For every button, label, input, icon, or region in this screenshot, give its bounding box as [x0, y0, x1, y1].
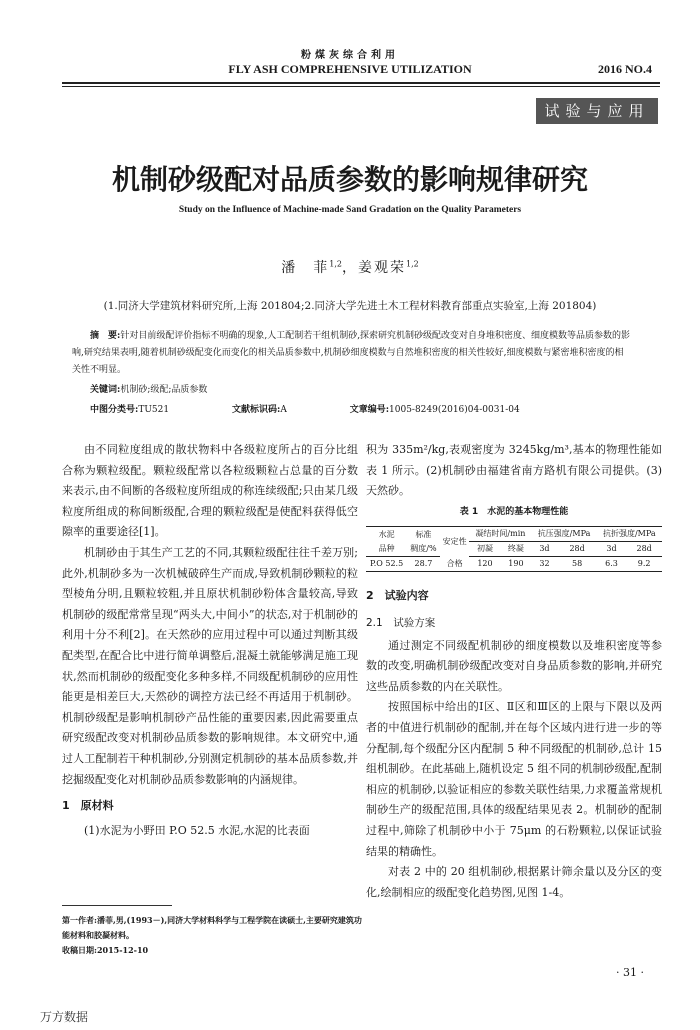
- th-cement: 水泥: [366, 527, 407, 542]
- issue-number: 2016 NO.4: [598, 62, 652, 76]
- section-heading-materials: 1 原材料: [62, 799, 114, 813]
- materials-paragraph-cont: 积为 335m²/kg,表观密度为 3245kg/m³,基本的物理性能如表 1 所示。(2)机制砂由福建省南方路机有限公司提供。(3)天然砂。: [366, 443, 662, 498]
- left-column: [62, 440, 358, 841]
- table-cell: 28.7: [407, 557, 440, 572]
- section-tag: 试验与应用: [536, 98, 658, 124]
- article-title-en: Study on the Influence of Machine-made Sand Gradation on the Quality Parameters: [178, 205, 522, 215]
- keywords-text: 机制砂;级配;品质参数: [120, 385, 208, 395]
- doc-value: A: [280, 405, 287, 415]
- th-compressive: 抗压强度/MPa: [531, 527, 596, 542]
- th-comp-28d: 28d: [558, 542, 597, 557]
- subsection-heading-plan: 2.1 试验方案: [366, 616, 436, 629]
- th-comp-3d: 3d: [531, 542, 557, 557]
- authors: [0, 257, 700, 277]
- table-row: [366, 557, 662, 572]
- journal-name-en: FLY ASH COMPREHENSIVE UTILIZATION: [228, 62, 472, 76]
- doc-label: 文献标识码:: [231, 405, 281, 415]
- article-value: 1005-8249(2016)04-0031-04: [389, 405, 520, 415]
- intro-paragraph-1: 由不同粒度组成的散状物料中各级粒度所占的百分比组合称为颗粒级配。颗粒级配常以各粒级颗粒占总量的百分数来表示,由不间断的各级粒度所组成的称连续级配;只由某几级粒度所组成的称间断级配,合理的颗粒级配是使配料获得低空隙率的重要途径[1]。: [62, 443, 358, 539]
- materials-paragraph: (1)水泥为小野田 P.O 52.5 水泥,水泥的比表面: [84, 823, 310, 837]
- th-flex-28d: 28d: [626, 542, 662, 557]
- author-separator: ，: [342, 260, 358, 276]
- author-2-affil: 1,2: [406, 259, 419, 269]
- affiliation: (1.同济大学建筑材料研究所,上海 201804;2.同济大学先进土木工程材料教育部重点实验室,上海 201804): [103, 300, 597, 312]
- keywords-label: 关键词:: [90, 385, 121, 395]
- table-cell: 32: [531, 557, 557, 572]
- plan-paragraph-3: 对表 2 中的 20 组机制砂,根据累计筛余量以及分区的变化,绘制相应的级配变化趋势图,见图 1-4。: [366, 865, 662, 899]
- th-setting-time: 凝结时间/min: [469, 527, 531, 542]
- clc-code: [90, 402, 199, 415]
- th-final-set: 终凝: [500, 542, 531, 557]
- author-1-affil: 1,2: [329, 259, 342, 269]
- table-cell: 190: [500, 557, 531, 572]
- page-number: · 31 ·: [616, 966, 644, 979]
- th-initial-set: 初凝: [469, 542, 500, 557]
- author-bio: 第一作者:潘菲,男,(1993－),同济大学材料科学与工程学院在读硕士,主要研究建筑功能材料和胶凝材料。: [62, 915, 362, 940]
- article-label: 文章编号:: [349, 405, 390, 415]
- th-consistency: 标准: [407, 527, 440, 542]
- table-cell: 9.2: [626, 557, 662, 572]
- th-cement-type: 品种: [366, 542, 407, 557]
- th-consistency-unit: 稠度/%: [407, 542, 440, 557]
- table-cell: 合格: [440, 557, 470, 572]
- plan-paragraph-1: 通过测定不同级配机制砂的细度模数以及堆积密度等参数的改变,明确机制砂级配改变对自身品质参数的影响,并研究这些品质参数的内在关联性。: [366, 638, 662, 693]
- author-2: 姜观荣: [358, 260, 406, 276]
- th-soundness: 安定性: [440, 527, 470, 557]
- article-title-cn: 机制砂级配对品质参数的影响规律研究: [111, 163, 588, 196]
- header-rule: [62, 82, 660, 84]
- author-1: 潘 菲: [281, 260, 330, 276]
- abstract-text: 针对目前级配评价指标不明确的现象,人工配制若干组机制砂,探索研究机制砂级配改变对自身堆积密度、细度模数等品质参数的影响,研究结果表明,随着机制砂级配变化而变化的相关品质参数中,机制砂细度模数与自然堆积密度的相关性较好,细度模数与紧密堆积密度的相关性不明显。: [72, 331, 631, 375]
- article-number: [350, 402, 550, 415]
- watermark: 万方数据: [40, 1010, 89, 1024]
- table-cell: P.O 52.5: [366, 557, 407, 572]
- table-caption: 表 1 水泥的基本物理性能: [459, 506, 569, 517]
- abstract-label: 摘 要:: [90, 331, 121, 341]
- footnote: [62, 913, 362, 958]
- abstract: [72, 328, 632, 379]
- table-cell: 120: [469, 557, 500, 572]
- journal-name-cn: 粉煤灰综合利用: [301, 50, 399, 61]
- plan-paragraph-2: 按照国标中给出的Ⅰ区、Ⅱ区和Ⅲ区的上限与下限以及两者的中值进行机制砂的配制,并在每个区域内进行进一步的等分配制,每个级配分区内配制 5 种不同级配的机制砂,总计 15 组机制砂。在此基础上,随机设定 5 组不同的机制砂级配,配制相应的机制砂,以验证相应的参数关联性结果,力求覆盖常规机制砂生产的级配范围,具体的级配结果见表 2。机制砂的配制过程中,筛除了机制砂中小于 75μm 的石粉颗粒,以保证试验结果的精确性。: [366, 700, 662, 858]
- clc-value: TU521: [138, 405, 170, 415]
- intro-paragraph-2: 机制砂由于其生产工艺的不同,其颗粒级配往往千差万别;此外,机制砂多为一次机械破碎生产而成,导致机制砂颗粒的粒型棱角分明,且颗粒较粗,并且原状机制砂粉体含量较高,导致机制砂的级配常常呈现“两头大,中间小”的状态,对于机制砂的利用十分不利[2]。在天然砂的应用过程中可以通过判断其级配类型,在配合比中进行简单调整后,混凝土就能够满足施工现状,然而机制砂的级配变化多种多样,不同级配机制砂的应用性能更是相差巨大,天然砂的调控方法已经不再适用于机制砂。机制砂级配是影响机制砂产品性能的重要因素,因此需要重点研究级配改变对机制砂品质参数的影响规律。本文研究中,通过人工配制若干种机制砂,分别测定机制砂的基本品质参数,并挖掘级配变化对机制砂品质参数影响的内涵规律。: [62, 545, 358, 786]
- section-heading-experiment: 2 试验内容: [366, 589, 429, 603]
- right-column: [366, 440, 662, 903]
- table-cell: 58: [558, 557, 597, 572]
- table-cell: 6.3: [597, 557, 627, 572]
- th-flex-3d: 3d: [597, 542, 627, 557]
- clc-label: 中图分类号:: [90, 405, 139, 415]
- header-rule-thin: [62, 86, 660, 87]
- keywords: [90, 382, 207, 395]
- cement-properties-table: [366, 526, 662, 572]
- received-date: 收稿日期:2015-12-10: [62, 945, 149, 955]
- document-code: [232, 402, 317, 415]
- th-flexural: 抗折强度/MPa: [597, 527, 662, 542]
- footnote-rule: [62, 905, 172, 906]
- classification-line: [90, 402, 580, 415]
